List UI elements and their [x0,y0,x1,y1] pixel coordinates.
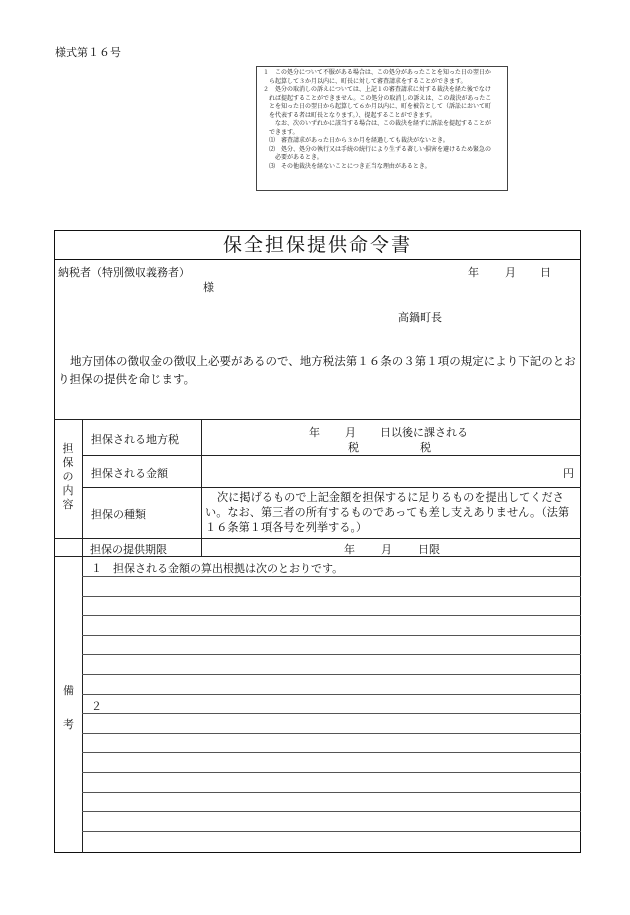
remarks-rule [82,831,581,832]
remarks-rule [82,752,581,753]
notice-line: なお、次のいずれかに該当する場合は、この裁決を経ずに訴訟を提起することが [263,120,492,127]
form-title: 保全担保提供命令書 [54,230,581,260]
issuer: 高鍋町長 [398,311,442,324]
remarks-rule [82,635,581,636]
rule [82,487,581,488]
appeal-notice [256,66,508,191]
deadline-month: 月 [381,543,392,556]
remarks-item-2: ２ [91,700,102,713]
remarks-item-1: １ 担保される金額の算出根拠は次のとおりです。 [91,562,344,575]
type-description: 次に掲げるもので上記金額を担保するに足りるものを提出してください。なお、第三者の所有するものであっても差し支えありません。（法第１６条第１項各号を列挙する。） [205,491,570,534]
notice-line: とを知った日の翌日から起算して６か月以内に、町を被告として（訴訟において町 [263,103,492,110]
date-day: 日 [540,266,551,279]
notice-line: １ この処分について不服がある場合は、この処分があったことを知った日の翌日か [263,69,491,76]
amount-label: 担保される金額 [91,467,168,480]
remarks-rule [82,596,581,597]
notice-line: を代表する者は町長となります。）、提起することができます。 [263,111,437,119]
notice-line: ２ 処分の取消しの訴えについては、上記１の審査請求に対する裁決を経た後でなけ [263,86,491,93]
remarks-rule [82,713,581,714]
notice-line: ⑶ その他裁決を経ないことにつき正当な理由があるとき。 [263,162,431,170]
notice-line: ⑴ 審査請求があった日から３か月を経過しても裁決がないとき。 [263,137,449,144]
remarks-rule [82,792,581,793]
notice-line: れば提起することができません。この処分の取消しの訴えは、この裁決があったこ [263,94,492,102]
deadline-label: 担保の提供期限 [90,543,167,556]
remarks-rule [82,615,581,616]
remarks-rule [82,654,581,655]
remarks-rule [82,811,581,812]
rule [54,419,581,420]
deadline-day: 日限 [418,543,440,556]
notice-line: できます。 [263,128,299,136]
tax-zei-2: 税 [420,441,431,454]
remarks-rule [82,576,581,577]
remarks-rule [82,674,581,675]
rule [82,455,581,456]
tax-label: 担保される地方税 [91,433,179,446]
tax-month: 月 [345,426,356,439]
rule [82,419,83,853]
order-body-text: 地方団体の徴収金の徴収上必要があるので、地方税法第１６条の３第１項の規定により下記のとおり担保の提供を命じます。 [58,354,576,386]
notice-line: ⑵ 処分、処分の執行又は手続の続行により生ずる著しい損害を避けるため緊急の [263,145,492,153]
notice-line: ら起算して３か月以内に、町長に対して審査請求をすることができます。 [263,77,467,85]
rule [201,419,202,556]
type-label: 担保の種類 [91,508,146,521]
taxpayer-label: 納税者（特別徴収義務者） [58,266,190,279]
date-month: 月 [505,266,516,279]
form-number: 様式第１６号 [55,46,121,59]
collateral-group-text: 担保の内容 [62,442,74,511]
remarks-rule [82,733,581,734]
amount-unit: 円 [563,467,574,480]
rule [54,538,581,539]
collateral-group-label [61,442,75,512]
remarks-rule [82,694,581,695]
date-year: 年 [468,266,479,279]
notice-line: 必要があるとき。 [263,154,323,161]
remarks-label-1: 備 [63,684,74,697]
tax-year: 年 [309,426,320,439]
remarks-rule [82,772,581,773]
tax-after: 日以後に課される [380,426,468,439]
tax-zei-1: 税 [348,441,359,454]
deadline-year: 年 [344,543,355,556]
remarks-label-2: 考 [63,718,74,731]
honorific: 様 [203,281,214,294]
